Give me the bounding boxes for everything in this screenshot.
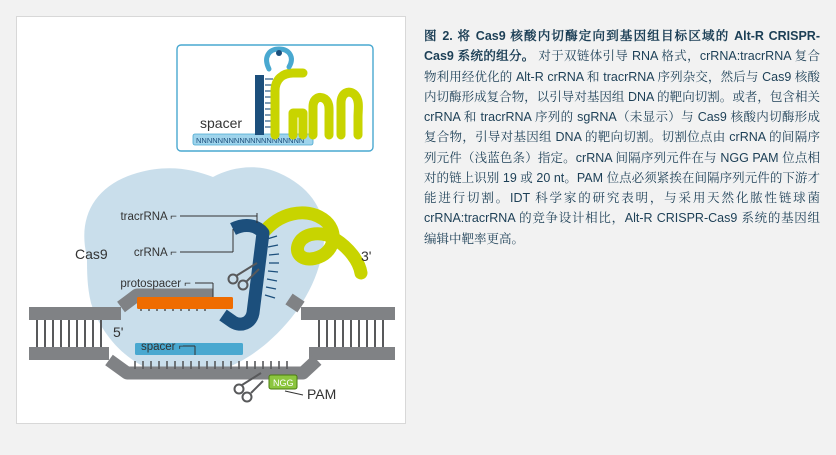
spacer-n-letters (196, 136, 304, 145)
ngg-pam-box (269, 375, 297, 389)
protospacer-label: protospacer ⌐ (120, 278, 191, 290)
protospacer-bar (137, 297, 233, 309)
spacer-strand-label: spacer ⌐ (141, 341, 186, 353)
spacer-inset-box (177, 45, 373, 151)
svg-text:NNNNNNNNNNNNNNNNNNNN: NNNNNNNNNNNNNNNNNNNN (196, 136, 305, 145)
crispr-cas9-diagram (17, 17, 405, 423)
cas9-label: Cas9 (75, 246, 108, 262)
crrna-label: crRNA ⌐ (133, 247, 177, 259)
three-prime-label: 3' (361, 248, 372, 264)
caption-title: 图 2. 将 Cas9 核酸内切酶定向到基因组目标区域的 Alt-R CRISPR-Cas9 系统的组分。 (424, 29, 820, 64)
figure-panel (16, 16, 406, 424)
ngg-label: NGG (273, 378, 294, 388)
tracrrna-label: tracrRNA ⌐ (120, 211, 177, 223)
pam-leader (285, 391, 303, 395)
five-prime-label: 5' (113, 324, 124, 340)
figure-caption (424, 26, 820, 249)
caption-body: 对于双链体引导 RNA 格式，crRNA:tracrRNA 复合物利用经优化的 Alt-R crRNA 和 tracrRNA 序列杂交，然后与 Cas9 核酸内切酶形成复合物，以引导对基因组 DNA 的靶向切割。或者，包含相关 crRNA 和 tracrRNA 序列的 sgRNA（未显示）与 Cas9 核酸内切酶形成复合物，引导对基因组 DNA 的靶向切割。切割位点由 crRNA 的间隔序列元件（浅蓝色条）指定。crRNA 间隔序列元件在与 NGG PAM 位点相对的链上识别 19 或 20 nt。PAM 位点必须紧挨在间隔序列元件的下游才能进行切割。IDT 科学家的研究表明，与采用天然化脓性链球菌 crRNA:tracrRNA 的竞争设计相比，Alt-R CRISPR-Cas9 系统的基因组编辑中靶率更高。 (424, 49, 820, 246)
pam-label: PAM (307, 386, 337, 402)
spacer-box-label: spacer (200, 115, 243, 131)
